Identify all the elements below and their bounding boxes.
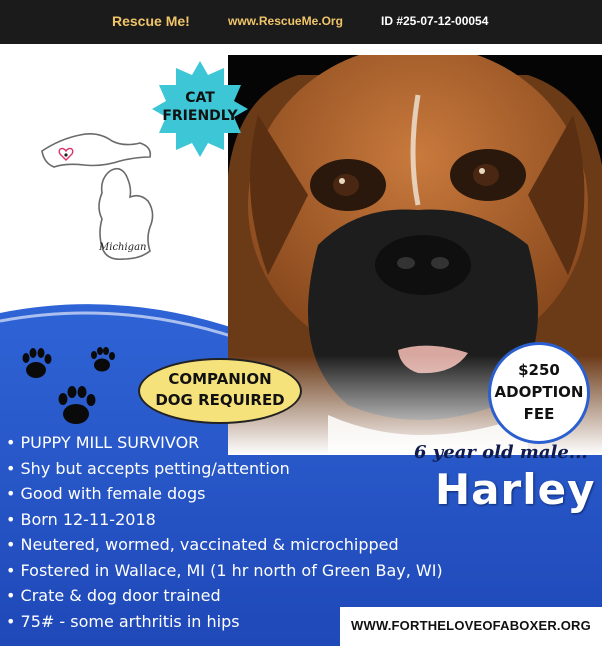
website-link[interactable]: WWW.FORTHELOVEOFABOXER.ORG <box>351 618 591 633</box>
age-line: 6 year old male... <box>414 442 588 463</box>
companion-text <box>140 369 300 411</box>
list-item: • PUPPY MILL SURVIVOR <box>6 433 200 452</box>
paw-print-icon <box>59 386 96 424</box>
paw-print-icon <box>23 348 52 378</box>
companion-line-2: DOG REQUIRED <box>155 391 285 409</box>
adoption-poster <box>0 55 602 646</box>
companion-dog-badge <box>138 358 302 424</box>
list-item: • Fostered in Wallace, MI (1 hr north of Green Bay, WI) <box>6 560 443 580</box>
list-item: • Crate & dog door trained <box>6 586 221 605</box>
companion-line-1: COMPANION <box>168 370 272 388</box>
list-item: • 75# - some arthritis in hips <box>6 611 240 631</box>
dog-name: Harley <box>435 465 596 514</box>
pet-id: ID #25-07-12-00054 <box>381 14 489 28</box>
cat-line-1: CAT <box>185 90 215 106</box>
paw-prints-icon <box>10 327 125 437</box>
dog-facts-list <box>6 430 443 634</box>
map-label: Michigan <box>99 242 147 253</box>
fee-line-3: FEE <box>523 405 555 423</box>
fee-text <box>491 359 587 425</box>
cat-line-2: FRIENDLY <box>162 108 238 124</box>
fee-line-2: ADOPTION <box>494 383 584 401</box>
list-item: • Born 12-11-2018 <box>6 509 156 529</box>
list-item: • Good with female dogs <box>6 484 206 503</box>
paw-print-icon <box>91 347 115 372</box>
site-header <box>0 0 602 44</box>
site-link[interactable]: www.RescueMe.Org <box>228 14 343 28</box>
cat-friendly-text <box>152 89 248 125</box>
list-item: • Shy but accepts petting/attention <box>6 458 290 478</box>
list-item: • Neutered, wormed, vaccinated & microchipped <box>6 535 399 554</box>
brand-title[interactable]: Rescue Me! <box>112 13 190 29</box>
fee-amount: $250 <box>518 361 560 379</box>
adoption-fee-badge <box>488 342 590 444</box>
website-banner[interactable] <box>340 607 602 646</box>
